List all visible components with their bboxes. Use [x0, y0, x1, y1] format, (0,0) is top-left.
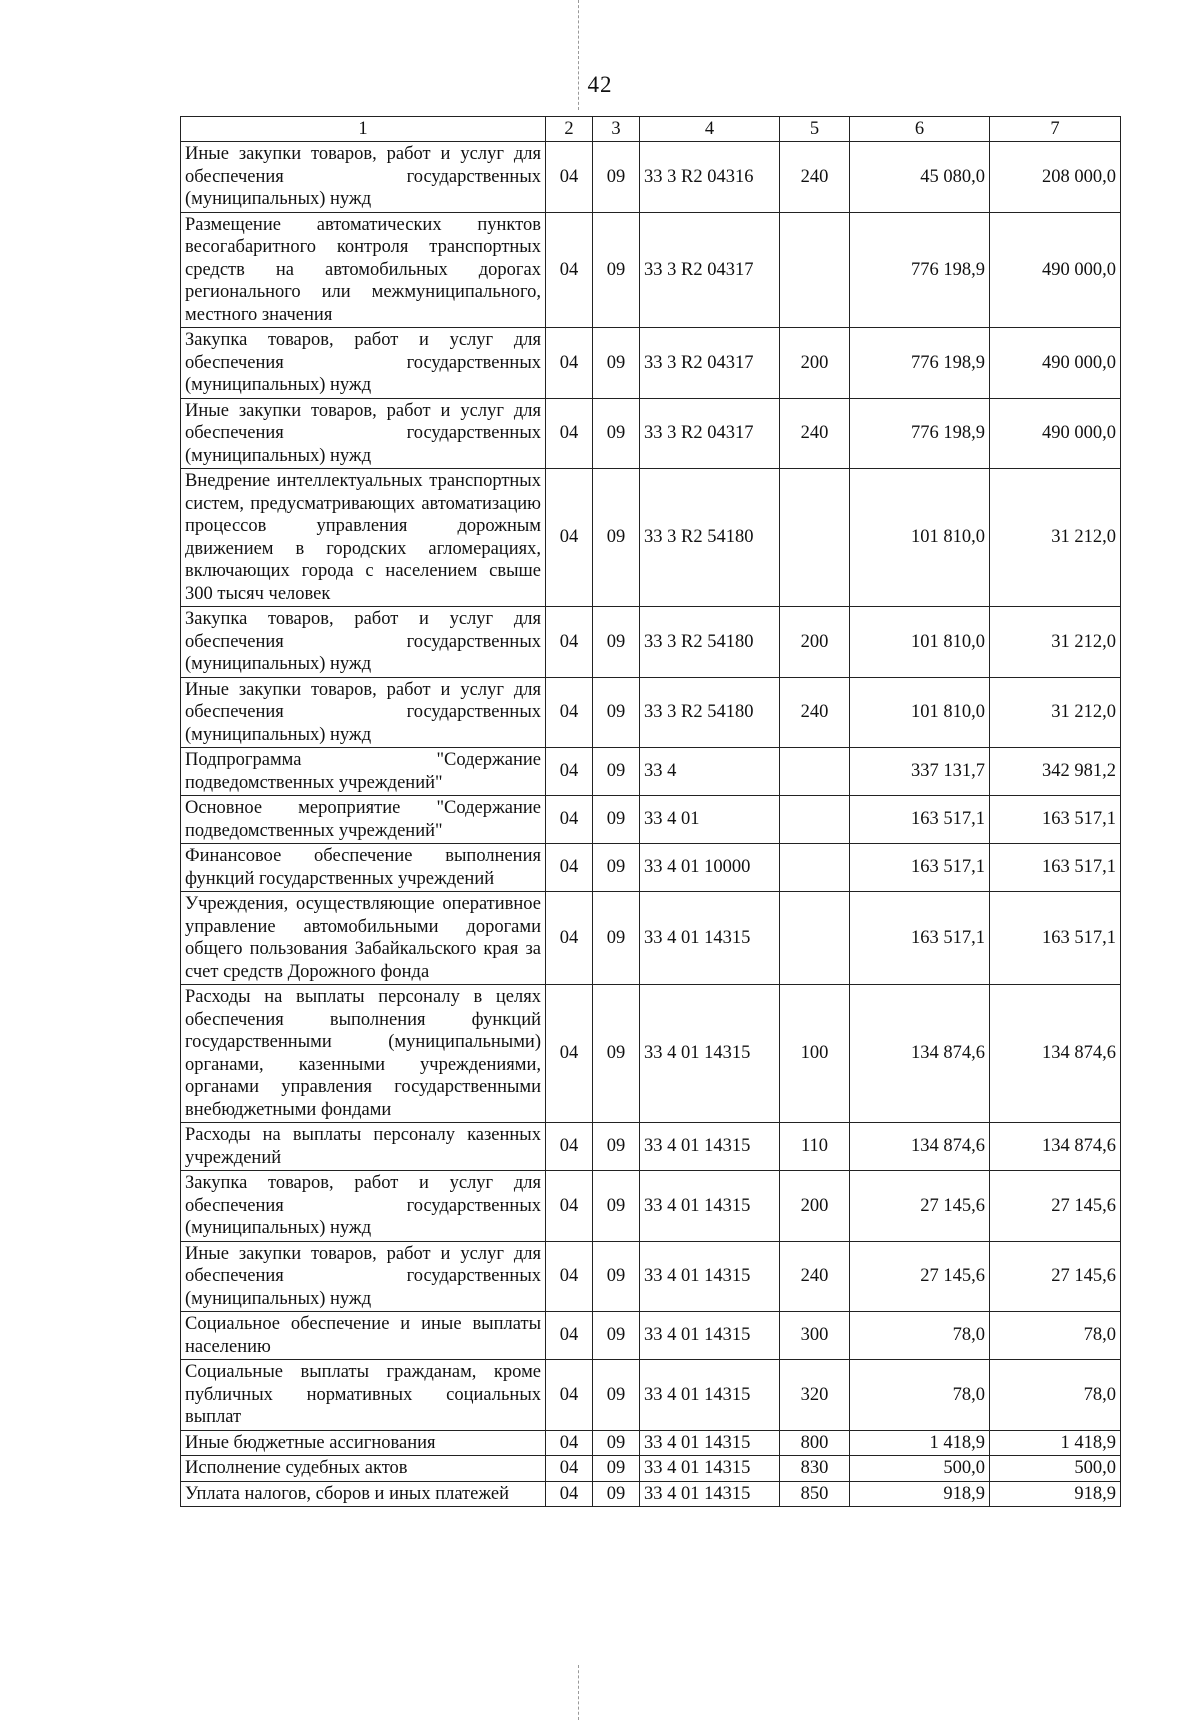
page-number: 42	[587, 72, 613, 97]
amount-year1-cell: 776 198,9	[850, 212, 990, 328]
subsection-code-cell: 09	[593, 1481, 640, 1507]
amount-year1-cell: 101 810,0	[850, 607, 990, 678]
expense-name-cell: Социальные выплаты гражданам, кроме публичных нормативных социальных выплат	[181, 1360, 546, 1431]
expense-type-cell: 240	[780, 1241, 850, 1312]
amount-year2-cell: 27 145,6	[990, 1171, 1121, 1242]
section-code-cell: 04	[546, 1360, 593, 1431]
target-article-cell: 33 4 01 14315	[640, 1241, 780, 1312]
amount-year1-cell: 1 418,9	[850, 1430, 990, 1456]
amount-year1-cell: 776 198,9	[850, 328, 990, 399]
amount-year1-cell: 78,0	[850, 1312, 990, 1360]
subsection-code-cell: 09	[593, 748, 640, 796]
subsection-code-cell: 09	[593, 328, 640, 399]
amount-year1-cell: 776 198,9	[850, 398, 990, 469]
section-code-cell: 04	[546, 1241, 593, 1312]
section-code-cell: 04	[546, 1481, 593, 1507]
expense-name-cell: Учреждения, осуществляющие оперативное управление автомобильными дорогами общего пользования Забайкальского края за счет средств Дорожного фонда	[181, 892, 546, 985]
amount-year2-cell: 163 517,1	[990, 844, 1121, 892]
column-header-1: 1	[181, 117, 546, 142]
expense-name-cell: Уплата налогов, сборов и иных платежей	[181, 1481, 546, 1507]
expense-type-cell: 110	[780, 1123, 850, 1171]
expense-name-cell: Иные бюджетные ассигнования	[181, 1430, 546, 1456]
target-article-cell: 33 4 01 14315	[640, 1171, 780, 1242]
expense-type-cell: 830	[780, 1456, 850, 1482]
amount-year2-cell: 134 874,6	[990, 1123, 1121, 1171]
amount-year2-cell: 78,0	[990, 1360, 1121, 1431]
table-row	[181, 1123, 1121, 1171]
fold-line-bottom	[578, 1665, 579, 1720]
amount-year2-cell: 490 000,0	[990, 212, 1121, 328]
expense-name-cell: Расходы на выплаты персоналу в целях обеспечения выполнения функций государственными (муниципальными) органами, казенными учреждениями, органами управления государственными внебюджетными фондами	[181, 985, 546, 1123]
amount-year2-cell: 208 000,0	[990, 142, 1121, 213]
subsection-code-cell: 09	[593, 844, 640, 892]
table-row	[181, 892, 1121, 985]
table-body	[181, 142, 1121, 1507]
subsection-code-cell: 09	[593, 607, 640, 678]
column-header-3: 3	[593, 117, 640, 142]
target-article-cell: 33 4 01 10000	[640, 844, 780, 892]
expense-name-cell: Подпрограмма "Содержание подведомственных учреждений"	[181, 748, 546, 796]
subsection-code-cell: 09	[593, 1312, 640, 1360]
subsection-code-cell: 09	[593, 469, 640, 607]
expense-name-cell: Расходы на выплаты персоналу казенных учреждений	[181, 1123, 546, 1171]
subsection-code-cell: 09	[593, 1430, 640, 1456]
table-row	[181, 142, 1121, 213]
budget-table	[180, 116, 1121, 1507]
amount-year1-cell: 45 080,0	[850, 142, 990, 213]
subsection-code-cell: 09	[593, 1360, 640, 1431]
table-row	[181, 1430, 1121, 1456]
expense-type-cell: 100	[780, 985, 850, 1123]
amount-year1-cell: 101 810,0	[850, 677, 990, 748]
section-code-cell: 04	[546, 1312, 593, 1360]
table-row	[181, 985, 1121, 1123]
column-header-4: 4	[640, 117, 780, 142]
target-article-cell: 33 3 R2 04317	[640, 398, 780, 469]
header-row	[181, 117, 1121, 142]
column-header-2: 2	[546, 117, 593, 142]
target-article-cell: 33 3 R2 54180	[640, 677, 780, 748]
subsection-code-cell: 09	[593, 1456, 640, 1482]
expense-type-cell: 240	[780, 677, 850, 748]
amount-year1-cell: 337 131,7	[850, 748, 990, 796]
amount-year1-cell: 163 517,1	[850, 892, 990, 985]
expense-type-cell	[780, 212, 850, 328]
section-code-cell: 04	[546, 748, 593, 796]
table-row	[181, 1171, 1121, 1242]
expense-type-cell	[780, 892, 850, 985]
section-code-cell: 04	[546, 607, 593, 678]
section-code-cell: 04	[546, 892, 593, 985]
amount-year1-cell: 27 145,6	[850, 1241, 990, 1312]
expense-name-cell: Внедрение интеллектуальных транспортных систем, предусматривающих автоматизацию процессов управления дорожным движением в городских агломерациях, включающих города с населением свыше 300 тысяч человек	[181, 469, 546, 607]
table-row	[181, 796, 1121, 844]
expense-name-cell: Размещение автоматических пунктов весогабаритного контроля транспортных средств на автомобильных дорогах регионального или межмуниципального, местного значения	[181, 212, 546, 328]
expense-name-cell: Закупка товаров, работ и услуг для обеспечения государственных (муниципальных) нужд	[181, 607, 546, 678]
table-row	[181, 1456, 1121, 1482]
amount-year2-cell: 490 000,0	[990, 398, 1121, 469]
table-row	[181, 748, 1121, 796]
expense-name-cell: Основное мероприятие "Содержание подведомственных учреждений"	[181, 796, 546, 844]
target-article-cell: 33 4 01	[640, 796, 780, 844]
subsection-code-cell: 09	[593, 677, 640, 748]
section-code-cell: 04	[546, 142, 593, 213]
expense-type-cell: 300	[780, 1312, 850, 1360]
amount-year2-cell: 490 000,0	[990, 328, 1121, 399]
target-article-cell: 33 4 01 14315	[640, 1456, 780, 1482]
expense-name-cell: Иные закупки товаров, работ и услуг для обеспечения государственных (муниципальных) нужд	[181, 398, 546, 469]
section-code-cell: 04	[546, 796, 593, 844]
amount-year1-cell: 101 810,0	[850, 469, 990, 607]
table-row	[181, 469, 1121, 607]
target-article-cell: 33 4 01 14315	[640, 1312, 780, 1360]
expense-name-cell: Иные закупки товаров, работ и услуг для обеспечения государственных (муниципальных) нужд	[181, 1241, 546, 1312]
expense-type-cell	[780, 748, 850, 796]
expense-type-cell: 240	[780, 398, 850, 469]
amount-year2-cell: 918,9	[990, 1481, 1121, 1507]
subsection-code-cell: 09	[593, 398, 640, 469]
target-article-cell: 33 4	[640, 748, 780, 796]
amount-year2-cell: 163 517,1	[990, 892, 1121, 985]
amount-year1-cell: 918,9	[850, 1481, 990, 1507]
subsection-code-cell: 09	[593, 212, 640, 328]
target-article-cell: 33 4 01 14315	[640, 1360, 780, 1431]
amount-year2-cell: 78,0	[990, 1312, 1121, 1360]
subsection-code-cell: 09	[593, 142, 640, 213]
expense-type-cell: 800	[780, 1430, 850, 1456]
expense-type-cell	[780, 796, 850, 844]
amount-year1-cell: 163 517,1	[850, 796, 990, 844]
amount-year2-cell: 500,0	[990, 1456, 1121, 1482]
expense-type-cell: 240	[780, 142, 850, 213]
expense-type-cell: 850	[780, 1481, 850, 1507]
target-article-cell: 33 3 R2 04316	[640, 142, 780, 213]
subsection-code-cell: 09	[593, 1171, 640, 1242]
section-code-cell: 04	[546, 1123, 593, 1171]
expense-name-cell: Исполнение судебных актов	[181, 1456, 546, 1482]
amount-year2-cell: 1 418,9	[990, 1430, 1121, 1456]
target-article-cell: 33 4 01 14315	[640, 1430, 780, 1456]
amount-year1-cell: 78,0	[850, 1360, 990, 1431]
section-code-cell: 04	[546, 398, 593, 469]
amount-year1-cell: 27 145,6	[850, 1171, 990, 1242]
subsection-code-cell: 09	[593, 1123, 640, 1171]
expense-name-cell: Финансовое обеспечение выполнения функций государственных учреждений	[181, 844, 546, 892]
amount-year2-cell: 163 517,1	[990, 796, 1121, 844]
table-row	[181, 677, 1121, 748]
expense-name-cell: Иные закупки товаров, работ и услуг для обеспечения государственных (муниципальных) нужд	[181, 142, 546, 213]
column-header-6: 6	[850, 117, 990, 142]
table-row	[181, 1360, 1121, 1431]
expense-type-cell: 200	[780, 607, 850, 678]
table-row	[181, 1241, 1121, 1312]
section-code-cell: 04	[546, 328, 593, 399]
amount-year1-cell: 134 874,6	[850, 985, 990, 1123]
table-row	[181, 212, 1121, 328]
column-header-7: 7	[990, 117, 1121, 142]
section-code-cell: 04	[546, 985, 593, 1123]
expense-type-cell	[780, 469, 850, 607]
section-code-cell: 04	[546, 469, 593, 607]
target-article-cell: 33 3 R2 54180	[640, 607, 780, 678]
expense-name-cell: Закупка товаров, работ и услуг для обеспечения государственных (муниципальных) нужд	[181, 328, 546, 399]
section-code-cell: 04	[546, 677, 593, 748]
expense-name-cell: Закупка товаров, работ и услуг для обеспечения государственных (муниципальных) нужд	[181, 1171, 546, 1242]
amount-year2-cell: 134 874,6	[990, 985, 1121, 1123]
amount-year2-cell: 31 212,0	[990, 469, 1121, 607]
amount-year1-cell: 134 874,6	[850, 1123, 990, 1171]
section-code-cell: 04	[546, 1456, 593, 1482]
section-code-cell: 04	[546, 1430, 593, 1456]
amount-year2-cell: 342 981,2	[990, 748, 1121, 796]
subsection-code-cell: 09	[593, 892, 640, 985]
table-row	[181, 844, 1121, 892]
table-row	[181, 398, 1121, 469]
section-code-cell: 04	[546, 844, 593, 892]
expense-type-cell: 200	[780, 328, 850, 399]
target-article-cell: 33 3 R2 04317	[640, 212, 780, 328]
target-article-cell: 33 4 01 14315	[640, 892, 780, 985]
target-article-cell: 33 3 R2 54180	[640, 469, 780, 607]
expense-name-cell: Социальное обеспечение и иные выплаты населению	[181, 1312, 546, 1360]
amount-year2-cell: 31 212,0	[990, 607, 1121, 678]
amount-year2-cell: 31 212,0	[990, 677, 1121, 748]
column-header-5: 5	[780, 117, 850, 142]
expense-type-cell: 200	[780, 1171, 850, 1242]
table-row	[181, 1312, 1121, 1360]
expense-type-cell: 320	[780, 1360, 850, 1431]
section-code-cell: 04	[546, 1171, 593, 1242]
subsection-code-cell: 09	[593, 985, 640, 1123]
target-article-cell: 33 3 R2 04317	[640, 328, 780, 399]
table-row	[181, 1481, 1121, 1507]
expense-type-cell	[780, 844, 850, 892]
target-article-cell: 33 4 01 14315	[640, 985, 780, 1123]
amount-year2-cell: 27 145,6	[990, 1241, 1121, 1312]
subsection-code-cell: 09	[593, 1241, 640, 1312]
table-header	[181, 117, 1121, 142]
amount-year1-cell: 500,0	[850, 1456, 990, 1482]
subsection-code-cell: 09	[593, 796, 640, 844]
expense-name-cell: Иные закупки товаров, работ и услуг для обеспечения государственных (муниципальных) нужд	[181, 677, 546, 748]
amount-year1-cell: 163 517,1	[850, 844, 990, 892]
table-row	[181, 607, 1121, 678]
target-article-cell: 33 4 01 14315	[640, 1481, 780, 1507]
table-row	[181, 328, 1121, 399]
section-code-cell: 04	[546, 212, 593, 328]
target-article-cell: 33 4 01 14315	[640, 1123, 780, 1171]
